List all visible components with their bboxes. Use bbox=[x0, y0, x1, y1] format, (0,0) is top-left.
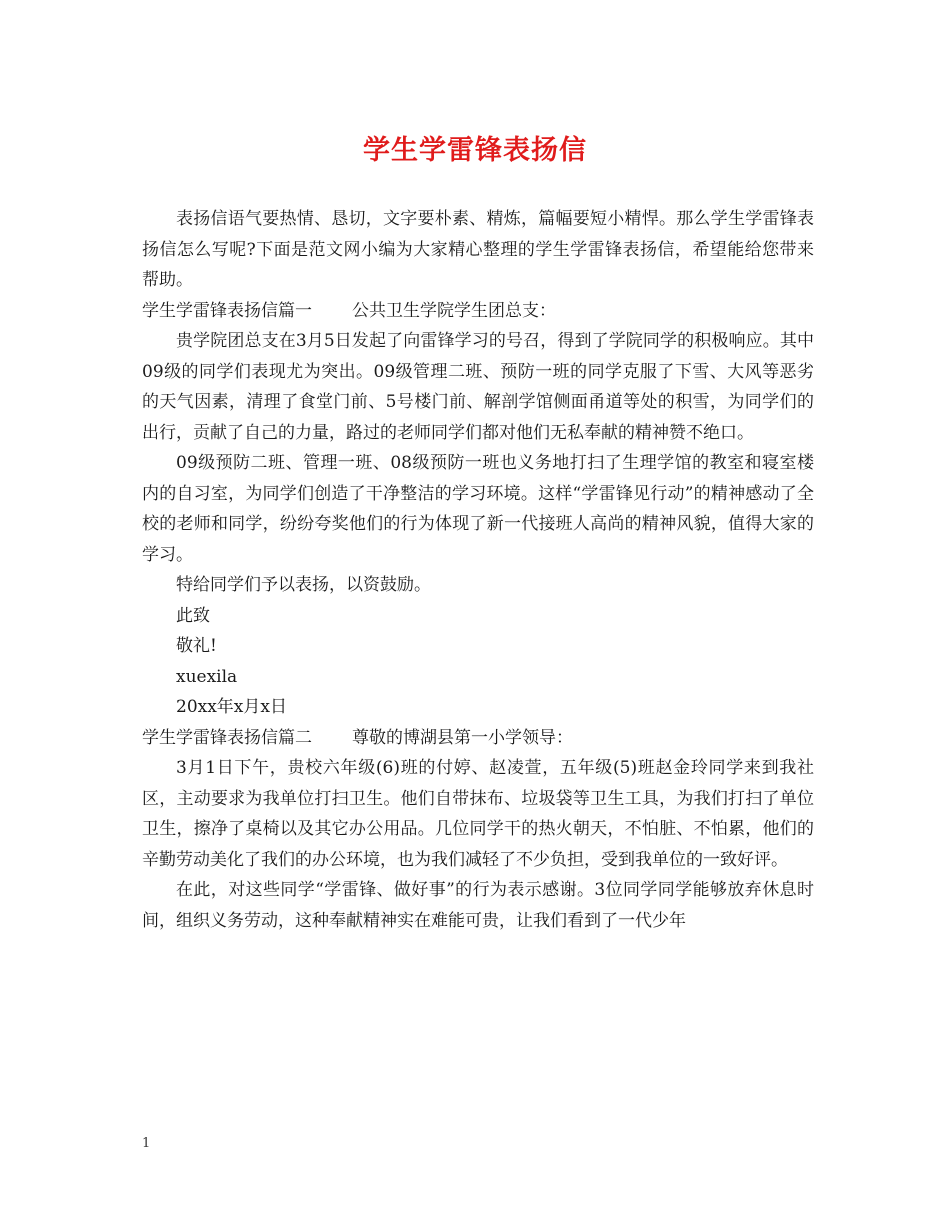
section2-heading: 学生学雷锋表扬信篇二 bbox=[142, 727, 312, 748]
document-title: 学生学雷锋表扬信 bbox=[363, 135, 587, 166]
section1-closing-1: 此致 bbox=[176, 605, 210, 626]
section1-heading: 学生学雷锋表扬信篇一 bbox=[142, 300, 312, 321]
section1-date: 20xx年x月x日 bbox=[176, 697, 287, 717]
section1-closing-2: 敬礼! bbox=[176, 636, 217, 656]
page-number: 1 bbox=[142, 1136, 151, 1151]
section2-heading-line bbox=[142, 723, 814, 754]
section1-salutation: 公共卫生学院学生团总支： bbox=[352, 300, 556, 321]
section1-paragraph-2: 09级预防二班、管理一班、08级预防一班也义务地打扫了生理学馆的教室和寝室楼内的自习室，为同学们创造了干净整洁的学习环境。这样“学雷锋见行动”的精神感动了全校的老师和同学，纷纷夸奖他们的行为体现了新一代接班人高尚的精神风貌，值得大家的学习。 bbox=[142, 453, 814, 565]
section2-paragraph-2: 在此，对这些同学“学雷锋、做好事”的行为表示感谢。3位同学同学能够放弃休息时间，组织义务劳动，这种奉献精神实在难能可贵，让我们看到了一代少年 bbox=[142, 880, 814, 931]
section1-heading-line bbox=[142, 296, 814, 327]
section1-signature: xuexila bbox=[176, 666, 238, 687]
section1-paragraph-3: 特给同学们予以表扬，以资鼓励。 bbox=[176, 575, 431, 595]
section1-paragraph-1: 贵学院团总支在3月5日发起了向雷锋学习的号召，得到了学院同学的积极响应。其中09级的同学们表现尤为突出。09级管理二班、预防一班的同学克服了下雪、大风等恶劣的天气因素，清理了食堂门前、5号楼门前、解剖学馆侧面甬道等处的积雪，为同学们的出行，贡献了自己的力量，路过的老师同学们都对他们无私奉献的精神赞不绝口。 bbox=[142, 331, 814, 443]
intro-paragraph: 表扬信语气要热情、恳切，文字要朴素、精炼，篇幅要短小精悍。那么学生学雷锋表扬信怎么写呢?下面是范文网小编为大家精心整理的学生学雷锋表扬信，希望能给您带来帮助。 bbox=[142, 209, 814, 290]
document-body bbox=[142, 204, 814, 936]
section2-salutation: 尊敬的博湖县第一小学领导： bbox=[352, 727, 573, 748]
section2-paragraph-1: 3月1日下午，贵校六年级(6)班的付婷、赵凌萱，五年级(5)班赵金玲同学来到我社区，主动要求为我单位打扫卫生。他们自带抹布、垃圾袋等卫生工具，为我们打扫了单位卫生，擦净了桌椅以及其它办公用品。几位同学干的热火朝天，不怕脏、不怕累，他们的辛勤劳动美化了我们的办公环境，也为我们减轻了不少负担，受到我单位的一致好评。 bbox=[142, 758, 814, 870]
